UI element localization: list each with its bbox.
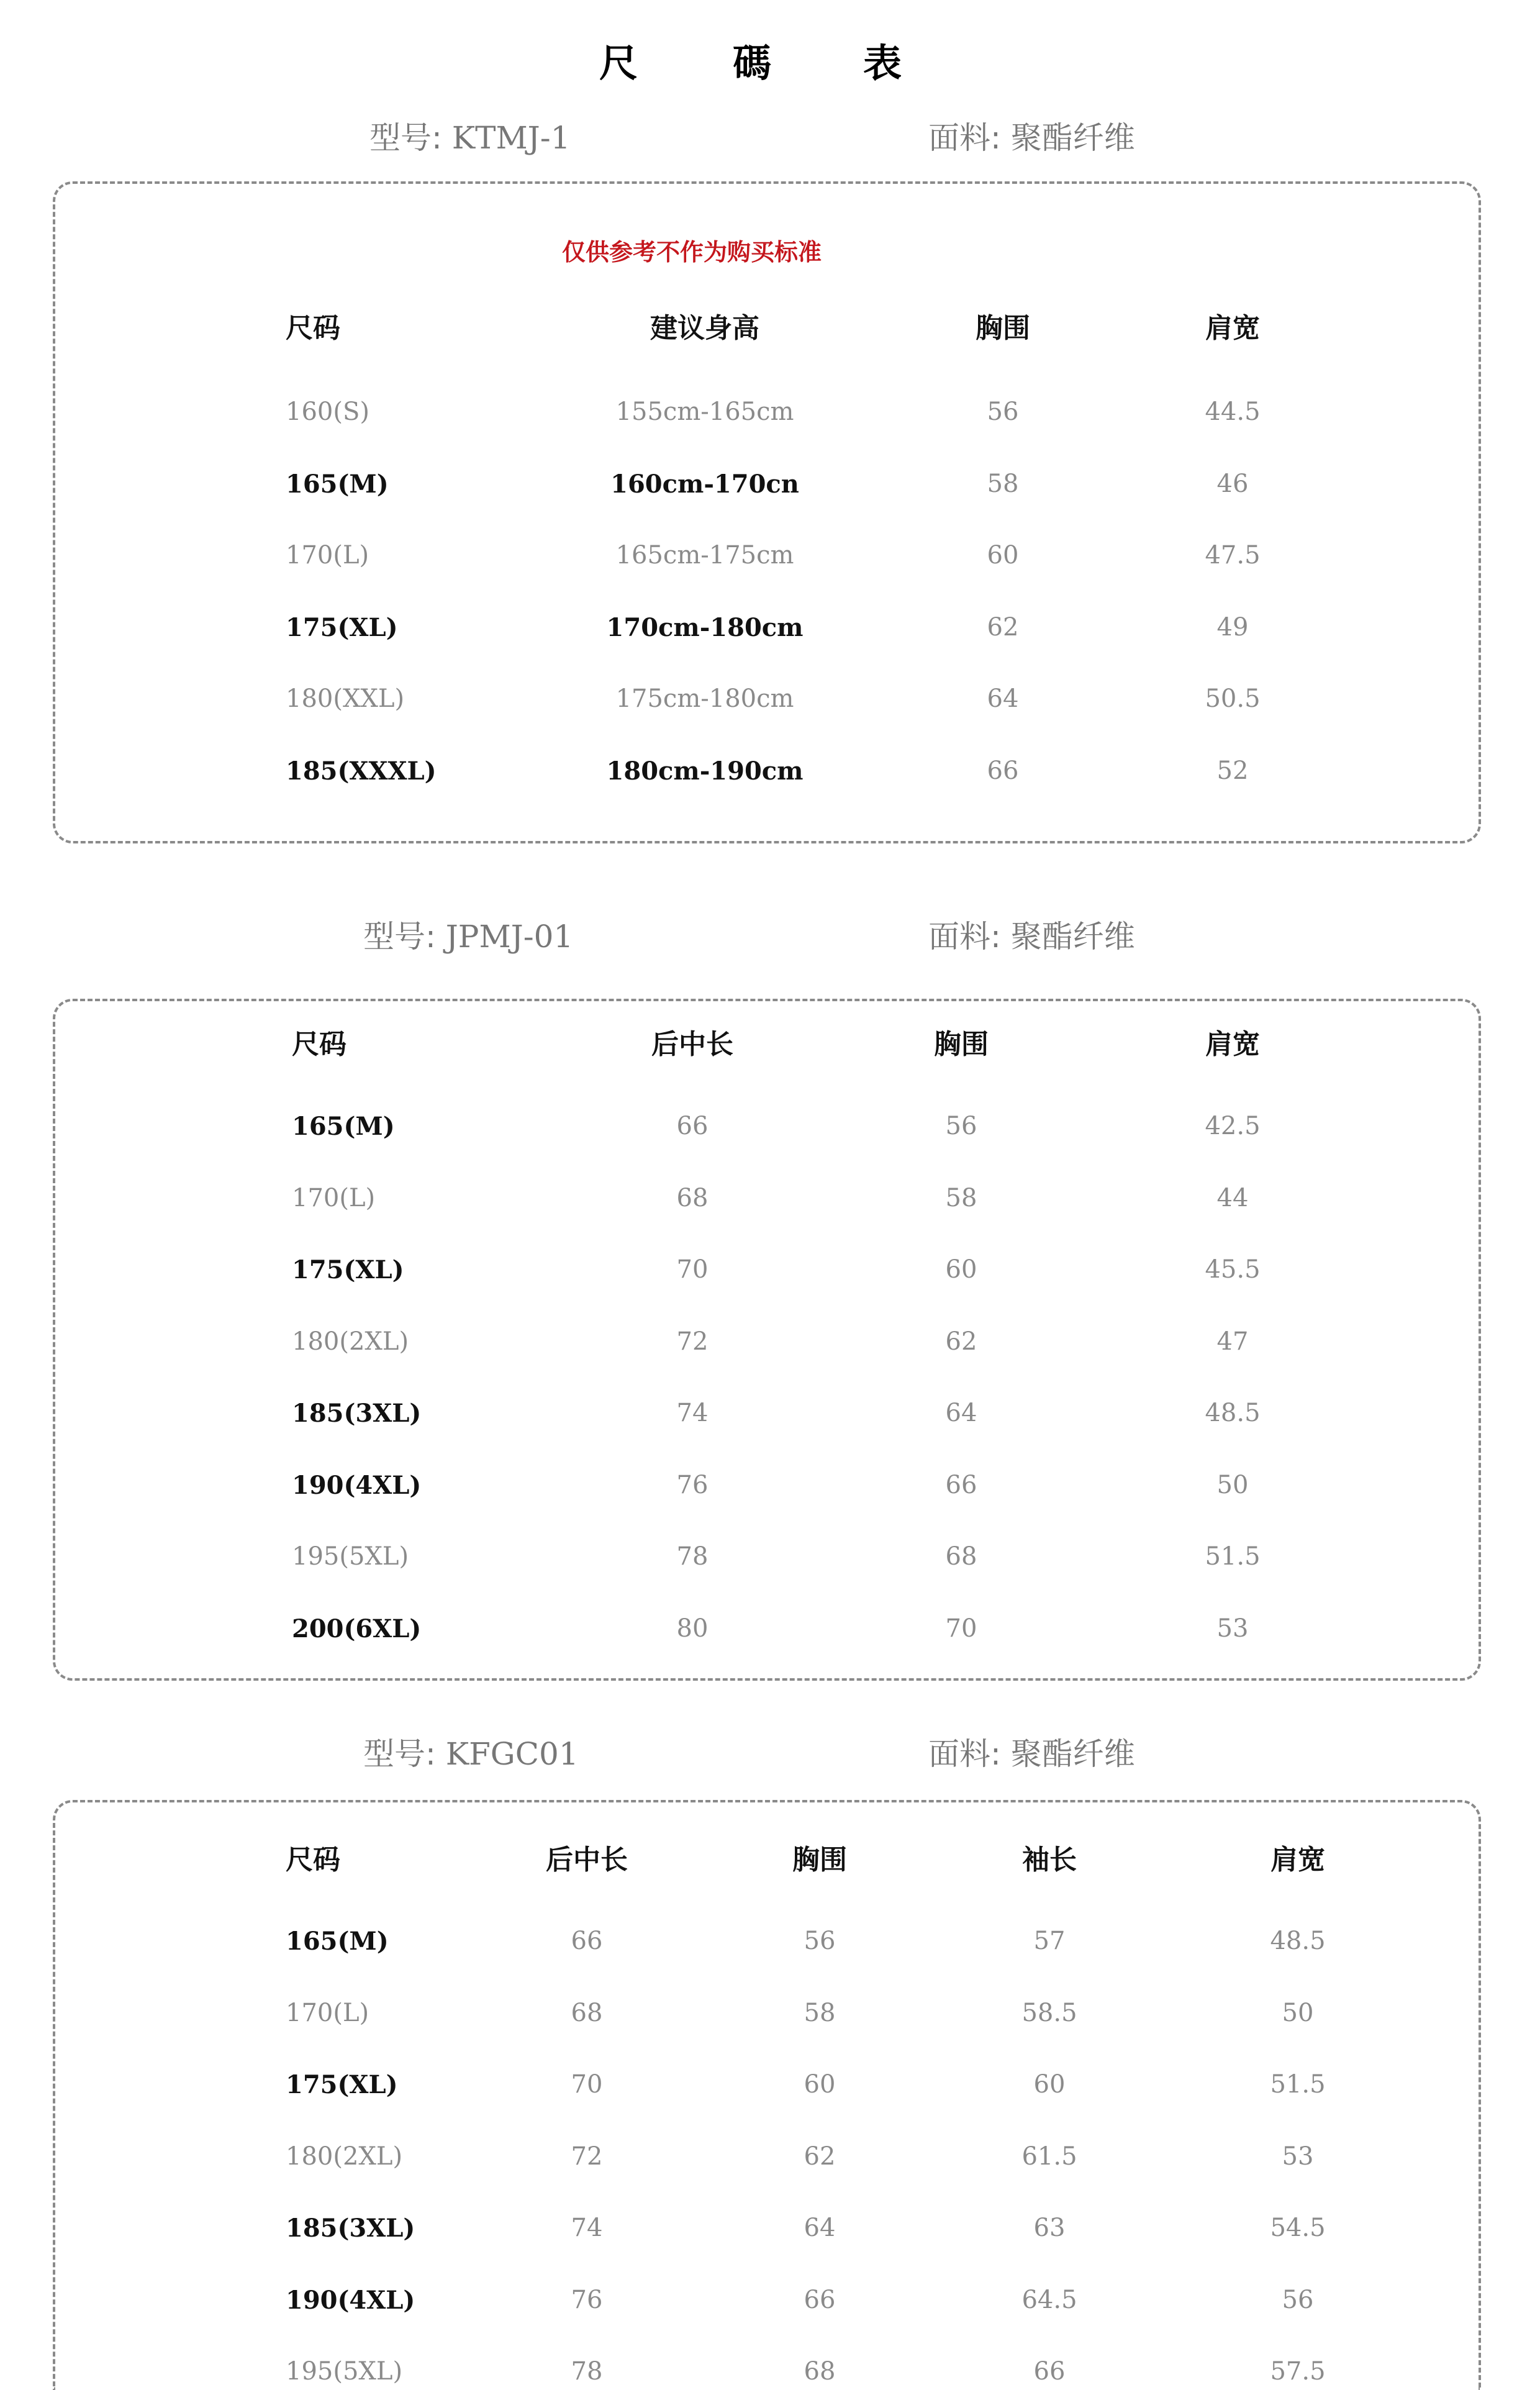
size-cell: 180(2XL)	[286, 2142, 403, 2171]
value-cell: 72	[571, 2142, 603, 2171]
value-cell: 175cm-180cm	[615, 684, 794, 713]
value-cell: 70	[945, 1614, 977, 1643]
value-cell: 78	[676, 1542, 709, 1571]
value-cell: 61.5	[1021, 2142, 1077, 2171]
column-header: 肩宽	[1205, 1029, 1260, 1060]
value-cell: 50	[1282, 1998, 1314, 2027]
value-cell: 76	[676, 1470, 709, 1499]
fabric-info	[928, 1729, 1135, 1774]
value-cell: 170cm-180cm	[606, 612, 804, 642]
value-cell: 66	[804, 2285, 836, 2314]
model-label: 型号:	[363, 919, 436, 955]
size-cell: 195(5XL)	[292, 1542, 409, 1571]
size-cell: 185(3XL)	[292, 1399, 422, 1428]
value-cell: 49	[1216, 612, 1249, 642]
page-title	[0, 32, 1540, 88]
column-header: 胸围	[934, 1029, 989, 1060]
size-cell: 175(XL)	[286, 612, 398, 642]
column-header: 胸围	[792, 1844, 847, 1876]
size-cell: 190(4XL)	[292, 1470, 422, 1500]
model-code: KFGC01	[445, 1736, 579, 1772]
size-cell: 190(4XL)	[286, 2285, 415, 2315]
column-header: 后中长	[546, 1844, 628, 1876]
value-cell: 64	[945, 1399, 977, 1427]
value-cell: 76	[571, 2285, 603, 2314]
size-table-2	[53, 999, 1481, 1681]
fabric-label: 面料:	[928, 120, 1001, 156]
value-cell: 60	[804, 2070, 836, 2099]
value-cell: 58	[987, 469, 1019, 498]
size-cell: 170(L)	[286, 1998, 369, 2027]
value-cell: 64	[987, 684, 1019, 713]
value-cell: 56	[987, 398, 1019, 426]
fabric-value: 聚酯纤维	[1010, 120, 1135, 156]
model-info	[369, 113, 570, 158]
size-table-3	[53, 1800, 1481, 2390]
size-cell: 175(XL)	[286, 2070, 398, 2099]
value-cell: 58.5	[1021, 1998, 1077, 2027]
model-info	[363, 912, 573, 956]
value-cell: 54.5	[1270, 2214, 1326, 2242]
column-header: 尺码	[292, 1029, 346, 1060]
value-cell: 47.5	[1205, 541, 1261, 570]
value-cell: 58	[804, 1998, 836, 2027]
value-cell: 48.5	[1205, 1399, 1261, 1427]
value-cell: 42.5	[1205, 1112, 1261, 1140]
value-cell: 60	[1033, 2070, 1066, 2099]
value-cell: 58	[945, 1183, 977, 1212]
value-cell: 64	[804, 2214, 836, 2242]
model-info	[363, 1729, 579, 1774]
value-cell: 44.5	[1205, 398, 1261, 426]
value-cell: 74	[676, 1399, 709, 1427]
value-cell: 44	[1216, 1183, 1249, 1212]
size-cell: 165(M)	[292, 1112, 395, 1141]
value-cell: 51.5	[1270, 2070, 1326, 2099]
value-cell: 50	[1216, 1470, 1249, 1499]
column-header: 尺码	[286, 312, 340, 344]
model-code: JPMJ-01	[445, 919, 574, 955]
model-code: KTMJ-1	[451, 120, 571, 156]
value-cell: 68	[676, 1183, 709, 1212]
value-cell: 68	[571, 1998, 603, 2027]
fabric-label: 面料:	[928, 1736, 1001, 1772]
value-cell: 53	[1282, 2142, 1314, 2171]
value-cell: 70	[571, 2070, 603, 2099]
value-cell: 52	[1216, 756, 1249, 785]
value-cell: 155cm-165cm	[615, 398, 794, 426]
column-header: 肩宽	[1205, 312, 1260, 344]
value-cell: 57	[1033, 1927, 1066, 1955]
value-cell: 68	[804, 2357, 836, 2386]
value-cell: 53	[1216, 1614, 1249, 1643]
title-char-2: 碼	[733, 40, 772, 86]
fabric-info	[928, 113, 1135, 158]
value-cell: 66	[945, 1470, 977, 1499]
value-cell: 72	[676, 1327, 709, 1356]
model-label: 型号:	[369, 120, 442, 156]
value-cell: 165cm-175cm	[615, 541, 794, 570]
value-cell: 66	[1033, 2357, 1066, 2386]
size-cell: 165(M)	[286, 469, 389, 499]
size-cell: 175(XL)	[292, 1255, 404, 1284]
column-header: 肩宽	[1270, 1844, 1325, 1876]
size-cell: 170(L)	[286, 541, 369, 570]
size-cell: 200(6XL)	[292, 1614, 422, 1643]
value-cell: 64.5	[1021, 2285, 1077, 2314]
value-cell: 63	[1033, 2214, 1066, 2242]
size-cell: 160(S)	[286, 398, 369, 426]
value-cell: 45.5	[1205, 1255, 1261, 1284]
value-cell: 56	[1282, 2285, 1314, 2314]
size-table-1	[53, 181, 1481, 843]
value-cell: 66	[571, 1927, 603, 1955]
column-header: 尺码	[286, 1844, 340, 1876]
reference-note: 仅供参考不作为购买标准	[562, 239, 822, 266]
model-label: 型号:	[363, 1736, 436, 1772]
value-cell: 80	[676, 1614, 709, 1643]
value-cell: 57.5	[1270, 2357, 1326, 2386]
size-cell: 180(XXL)	[286, 684, 405, 713]
value-cell: 180cm-190cm	[606, 756, 804, 786]
fabric-info	[928, 912, 1135, 956]
size-cell: 180(2XL)	[292, 1327, 409, 1356]
size-cell: 165(M)	[286, 1927, 389, 1956]
title-char-1: 尺	[599, 40, 638, 86]
title-char-3: 表	[863, 40, 902, 86]
fabric-label: 面料:	[928, 919, 1001, 955]
column-header: 建议身高	[650, 312, 759, 344]
fabric-value: 聚酯纤维	[1010, 1736, 1135, 1772]
value-cell: 66	[987, 756, 1019, 785]
value-cell: 66	[676, 1112, 709, 1140]
value-cell: 56	[945, 1112, 977, 1140]
value-cell: 160cm-170cn	[610, 469, 799, 499]
value-cell: 60	[945, 1255, 977, 1284]
value-cell: 78	[571, 2357, 603, 2386]
column-header: 袖长	[1022, 1844, 1077, 1876]
size-cell: 185(XXXL)	[286, 756, 437, 786]
column-header: 胸围	[976, 312, 1030, 344]
value-cell: 62	[804, 2142, 836, 2171]
value-cell: 51.5	[1205, 1542, 1261, 1571]
value-cell: 70	[676, 1255, 709, 1284]
value-cell: 60	[987, 541, 1019, 570]
value-cell: 46	[1216, 469, 1249, 498]
value-cell: 62	[945, 1327, 977, 1356]
size-cell: 195(5XL)	[286, 2357, 403, 2386]
value-cell: 68	[945, 1542, 977, 1571]
value-cell: 48.5	[1270, 1927, 1326, 1955]
fabric-value: 聚酯纤维	[1010, 919, 1135, 955]
size-cell: 185(3XL)	[286, 2214, 415, 2243]
value-cell: 62	[987, 612, 1019, 642]
column-header: 后中长	[651, 1029, 733, 1060]
value-cell: 74	[571, 2214, 603, 2242]
value-cell: 50.5	[1205, 684, 1261, 713]
value-cell: 56	[804, 1927, 836, 1955]
size-cell: 170(L)	[292, 1183, 376, 1212]
value-cell: 47	[1216, 1327, 1249, 1356]
